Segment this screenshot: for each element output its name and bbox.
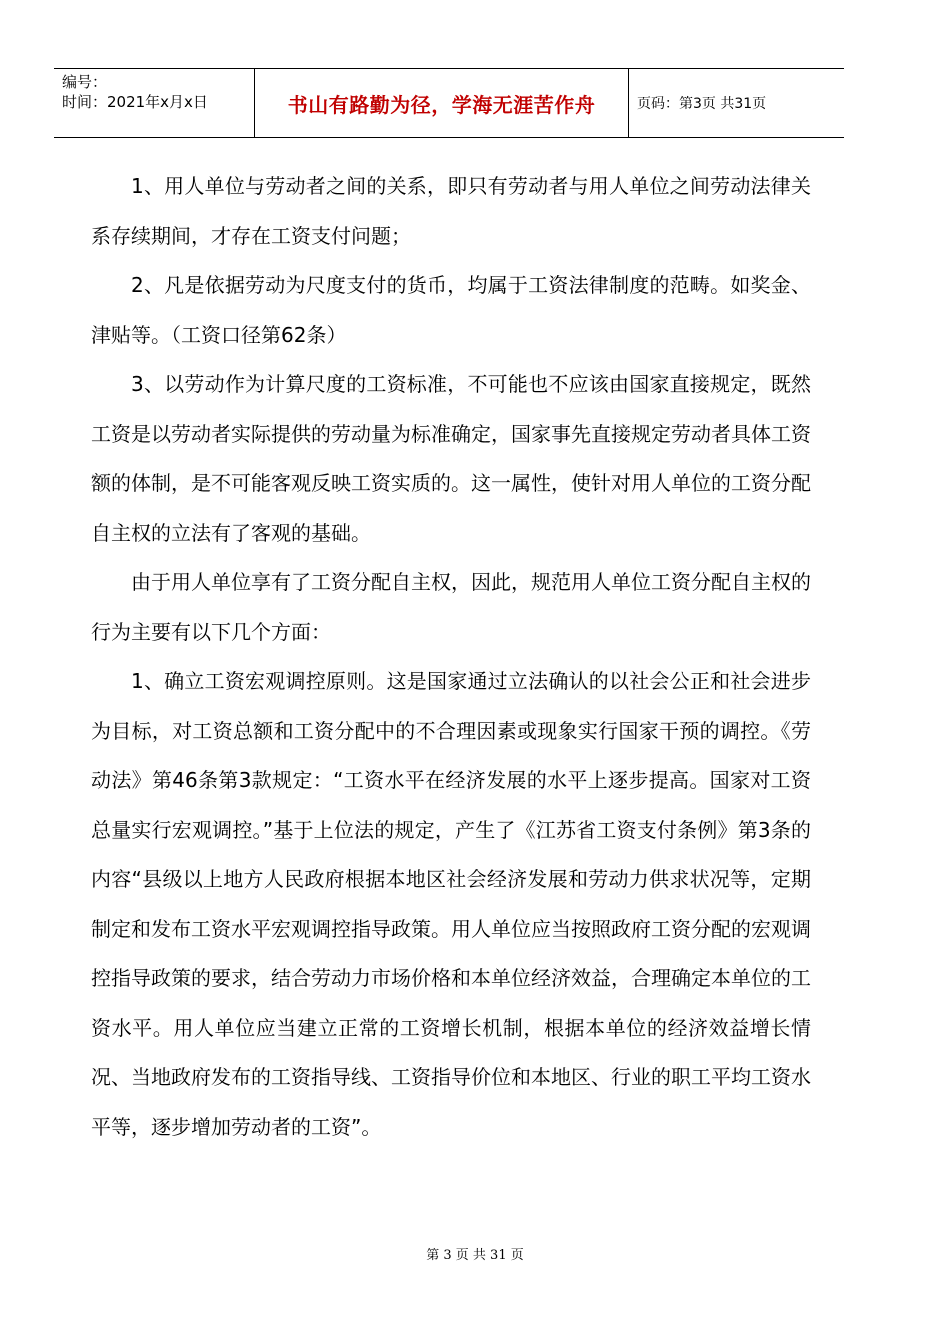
header-motto: 书山有路勤为径，学海无涯苦作舟 <box>287 92 596 117</box>
page-footer <box>0 1244 950 1263</box>
header-page-info: 页码：第3页 共31页 <box>637 96 767 112</box>
paragraph: 2、凡是依据劳动为尺度支付的货币，均属于工资法律制度的范畴。如奖金、津贴等。（工资口径第62条） <box>91 273 811 347</box>
paragraph: 1、用人单位与劳动者之间的关系，即只有劳动者与用人单位之间劳动法律关系存续期间，才存在工资支付问题； <box>91 174 811 248</box>
document-time-label: 时间：2021年x月x日 <box>62 93 208 111</box>
paragraph: 由于用人单位享有了工资分配自主权，因此，规范用人单位工资分配自主权的行为主要有以下几个方面： <box>91 570 811 644</box>
header-motto-cell <box>255 69 629 137</box>
document-body <box>91 162 811 1152</box>
paragraph: 1、确立工资宏观调控原则。这是国家通过立法确认的以社会公正和社会进步为目标，对工资总额和工资分配中的不合理因素或现象实行国家干预的调控。《劳动法》第46条第3款规定：“工资水平在经济发展的水平上逐步提高。国家对工资总量实行宏观调控。”基于上位法的规定，产生了《江苏省工资支付条例》第3条的内容“县级以上地方人民政府根据本地区社会经济发展和劳动力供求状况等，定期制定和发布工资水平宏观调控指导政策。用人单位应当按照政府工资分配的宏观调控指导政策的要求，结合劳动力市场价格和本单位经济效益，合理确定本单位的工资水平。用人单位应当建立正常的工资增长机制，根据本单位的经济效益增长情况、当地政府发布的工资指导线、工资指导价位和本地区、行业的职工平均工资水平等，逐步增加劳动者的工资”。 <box>91 669 811 1139</box>
document-number-label: 编号： <box>62 73 108 91</box>
paragraph: 3、以劳动作为计算尺度的工资标准，不可能也不应该由国家直接规定，既然工资是以劳动者实际提供的劳动量为标准确定，国家事先直接规定劳动者具体工资额的体制，是不可能客观反映工资实质的。这一属性，使针对用人单位的工资分配自主权的立法有了客观的基础。 <box>91 372 811 545</box>
header-meta-cell <box>54 69 255 137</box>
page-header <box>54 68 844 138</box>
footer-page-number: 第 3 页 共 31 页 <box>426 1248 524 1263</box>
header-page-cell <box>629 69 844 137</box>
